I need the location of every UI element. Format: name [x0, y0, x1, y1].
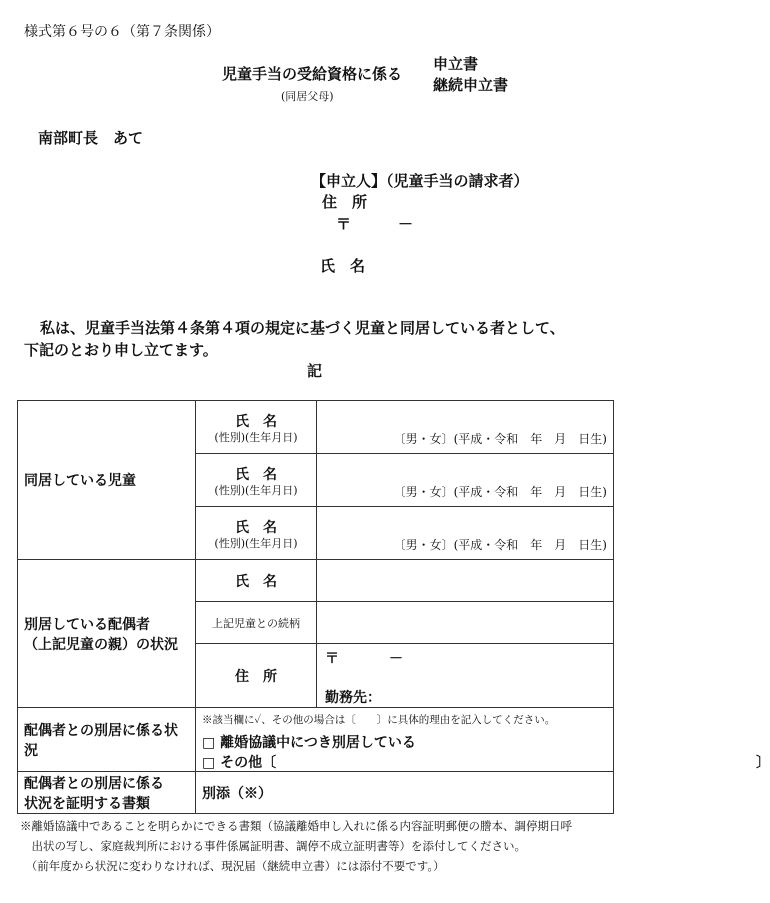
proof-value: 別添（※） [196, 772, 614, 814]
applicant-postal-dash: － [398, 215, 414, 233]
proof-label-line-1: 配偶者との別居に係る [24, 775, 164, 792]
child-sub-label: (性別)(生年月日) [214, 536, 298, 550]
applicant-heading: 【申立人】（児童手当の請求者） [311, 172, 529, 190]
spouse-section-label [18, 560, 196, 708]
child-value-cell[interactable] [317, 507, 614, 560]
child-name-label: 氏 名 [235, 519, 277, 536]
child-name-label: 氏 名 [235, 413, 277, 430]
proof-label-line-2: 状況を証明する書類 [24, 795, 150, 812]
separation-option-other-close: 〕 [756, 755, 770, 771]
spouse-address-label: 住 所 [196, 644, 317, 708]
title-option-continuation: 継続申立書 [433, 76, 509, 94]
ki-label: 記 [307, 362, 323, 380]
separation-option-other[interactable]: □ その他〔 [202, 755, 277, 771]
spouse-label-line-1: 別居している配偶者 [24, 616, 150, 633]
child-value-cell[interactable] [317, 401, 614, 454]
child-sub-label: (性別)(生年月日) [214, 430, 298, 444]
spouse-name-field[interactable] [317, 560, 614, 602]
child-name-label: 氏 名 [235, 466, 277, 483]
applicant-address-label: 住 所 [322, 193, 368, 211]
child-row [18, 401, 614, 454]
statement-line-2: 下記のとおり申し立てます。 [24, 341, 218, 359]
separation-label: 配偶者との別居に係る状況 [18, 708, 196, 772]
applicant-postal-mark: 〒 [336, 215, 352, 233]
footnote-1: ※離婚協議中であることを明らかにできる書類（協議離婚申し入れに係る内容証明郵便の謄本、調停期日呼 [20, 819, 572, 833]
children-section-label: 同居している児童 [18, 401, 196, 560]
spouse-address-field[interactable] [317, 644, 614, 708]
footnote-3: （前年度から状況に変わりなければ、現況届（継続申立書）には添付不要です。） [20, 859, 445, 873]
document-title: 児童手当の受給資格に係る [222, 65, 403, 83]
child-name-cell [196, 507, 317, 560]
spouse-name-label: 氏 名 [196, 560, 317, 602]
separation-note: ※該当欄に✓、その他の場合は〔 〕に具体的理由を記入してください。 [202, 714, 556, 726]
child-gender-birthdate: 〔男・女〕(平成・令和 年 月 日生) [393, 432, 607, 446]
spouse-label-line-2: （上記児童の親）の状況 [24, 636, 178, 653]
form-number: 様式第６号の６（第７条関係） [24, 24, 220, 40]
spouse-postal-dash: － [389, 651, 403, 667]
child-name-cell [196, 401, 317, 454]
relation-field[interactable] [317, 602, 614, 644]
footnote-2: 出状の写し、家庭裁判所における事件係属証明書、調停不成立証明書等）を添付してください。 [20, 839, 526, 853]
title-option-petition: 申立書 [433, 55, 479, 73]
child-value-cell[interactable] [317, 454, 614, 507]
child-gender-birthdate: 〔男・女〕(平成・令和 年 月 日生) [393, 538, 607, 552]
child-name-cell [196, 454, 317, 507]
separation-row [18, 708, 614, 772]
spouse-name-row [18, 560, 614, 602]
child-sub-label: (性別)(生年月日) [214, 483, 298, 497]
workplace-label: 勤務先： [325, 690, 381, 706]
separation-option-divorce-talks[interactable]: □ 離婚協議中につき別居している [202, 735, 416, 751]
child-gender-birthdate: 〔男・女〕(平成・令和 年 月 日生) [393, 485, 607, 499]
separation-options-cell [196, 708, 770, 772]
document-subtitle: (同居父母) [281, 90, 334, 103]
application-table [17, 400, 770, 814]
spouse-postal-mark: 〒 [325, 651, 339, 667]
applicant-name-label: 氏 名 [320, 257, 366, 275]
proof-label [18, 772, 196, 814]
addressee: 南部町長 あて [38, 129, 144, 147]
statement-line-1: 私は、児童手当法第４条第４項の規定に基づく児童と同居している者として、 [40, 319, 565, 337]
relation-label: 上記児童との続柄 [196, 602, 317, 644]
proof-row [18, 772, 614, 814]
